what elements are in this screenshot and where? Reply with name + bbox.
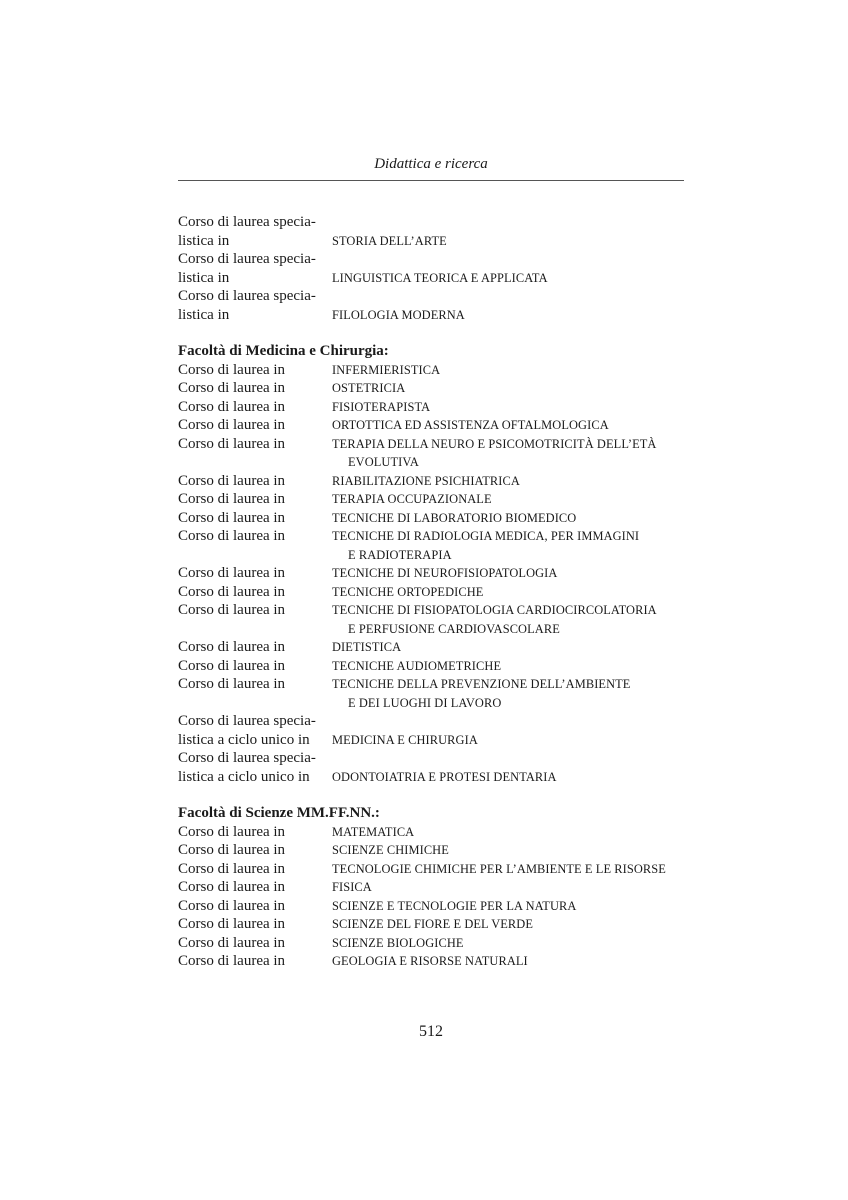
- course-name: ODONTOIATRIA E PROTESI DENTARIA: [332, 769, 557, 784]
- course-name-line: DIETISTICA: [332, 640, 402, 654]
- course-name: [332, 435, 688, 472]
- course-label: [178, 287, 332, 324]
- course-name: [332, 860, 688, 879]
- course-name-line: ORTOTTICA ED ASSISTENZA OFTALMOLOGICA: [332, 418, 609, 432]
- course-label-line: listica in: [178, 306, 230, 323]
- course-name-line: SCIENZE BIOLOGICHE: [332, 935, 464, 950]
- course-name: [332, 583, 688, 602]
- course-row: [178, 841, 688, 860]
- course-name: [332, 657, 688, 676]
- course-name-line: RIABILITAZIONE PSICHIATRICA: [332, 473, 520, 488]
- course-name: [332, 878, 688, 897]
- course-label: Corso di laurea in: [178, 380, 286, 396]
- course-name: [332, 472, 688, 491]
- course-name: [332, 398, 688, 417]
- course-label-line: Corso di laurea specia-: [178, 214, 316, 230]
- medicina-course-list: [178, 361, 688, 713]
- course-name: [332, 934, 688, 953]
- course-label: Corso di laurea in: [178, 897, 286, 914]
- course-listing: [178, 213, 688, 971]
- section-title-scienze: Facoltà di Scienze MM.FF.NN.:: [178, 805, 380, 821]
- course-row: [178, 712, 688, 749]
- course-name-line: TECNICHE DI NEUROFISIOPATOLOGIA: [332, 566, 558, 580]
- course-row: [178, 657, 688, 676]
- course-label: Corso di laurea in: [178, 472, 286, 489]
- course-label: Corso di laurea in: [178, 860, 286, 877]
- course-label: Corso di laurea in: [178, 398, 286, 415]
- course-label: Corso di laurea in: [178, 953, 286, 969]
- course-row: [178, 675, 688, 712]
- course-label: Corso di laurea in: [178, 435, 286, 452]
- course-label: Corso di laurea in: [178, 602, 286, 618]
- course-name: [332, 490, 688, 509]
- course-name: [332, 379, 688, 398]
- course-name: LINGUISTICA TEORICA E APPLICATA: [332, 270, 548, 285]
- course-row: [178, 952, 688, 971]
- course-row: [178, 934, 688, 953]
- course-row: [178, 527, 688, 564]
- course-name-line: MATEMATICA: [332, 824, 415, 839]
- course-label: Corso di laurea in: [178, 528, 286, 544]
- course-name: [332, 675, 688, 712]
- course-name-line: TECNOLOGIE CHIMICHE PER L’AMBIENTE E LE RISORSE: [332, 861, 666, 876]
- course-label: Corso di laurea in: [178, 916, 286, 932]
- course-name: [332, 823, 688, 842]
- course-name-line: FISICA: [332, 880, 372, 894]
- course-row: [178, 490, 688, 509]
- course-name-line: SCIENZE CHIMICHE: [332, 843, 449, 857]
- course-row: [178, 915, 688, 934]
- course-label: Corso di laurea in: [178, 417, 286, 433]
- page-number: 512: [419, 1023, 443, 1040]
- course-label: Corso di laurea in: [178, 823, 286, 840]
- course-name-line: TECNICHE DELLA PREVENZIONE DELL’AMBIENTE: [332, 677, 631, 691]
- course-name: [332, 897, 688, 916]
- course-name: STORIA DELL’ARTE: [332, 233, 447, 248]
- course-name: [332, 527, 688, 564]
- course-label: Corso di laurea in: [178, 657, 286, 674]
- section-title-medicina: Facoltà di Medicina e Chirurgia:: [178, 343, 389, 359]
- course-label-line: listica in: [178, 269, 230, 286]
- course-row: [178, 897, 688, 916]
- course-name-line: TERAPIA DELLA NEURO E PSICOMOTRICITÀ DELL’ETÀ: [332, 436, 657, 451]
- top-block: [178, 213, 688, 324]
- course-name-continuation: EVOLUTIVA: [348, 455, 419, 469]
- course-name-line: TECNICHE DI RADIOLOGIA MEDICA, PER IMMAGINI: [332, 529, 640, 543]
- course-row: [178, 398, 688, 417]
- course-name-line: FISIOTERAPISTA: [332, 399, 431, 414]
- course-name-line: TECNICHE AUDIOMETRICHE: [332, 658, 502, 673]
- course-label: Corso di laurea in: [178, 639, 286, 655]
- course-row: [178, 361, 688, 380]
- course-name: [332, 601, 688, 638]
- course-name-line: TECNICHE ORTOPEDICHE: [332, 584, 484, 599]
- header-rule: [178, 180, 684, 181]
- course-name-continuation: E DEI LUOGHI DI LAVORO: [348, 695, 502, 710]
- scienze-course-list: [178, 823, 688, 971]
- course-name: [332, 915, 688, 934]
- course-label-line: listica in: [178, 232, 230, 249]
- course-name: MEDICINA E CHIRURGIA: [332, 732, 478, 747]
- course-name-line: TERAPIA OCCUPAZIONALE: [332, 492, 492, 506]
- course-label: Corso di laurea in: [178, 879, 286, 895]
- course-label: Corso di laurea in: [178, 676, 286, 692]
- course-name: [332, 509, 688, 528]
- course-label: Corso di laurea in: [178, 934, 286, 951]
- course-row: [178, 583, 688, 602]
- course-row: [178, 638, 688, 657]
- course-name-line: TECNICHE DI FISIOPATOLOGIA CARDIOCIRCOLATORIA: [332, 603, 657, 617]
- course-row: [178, 878, 688, 897]
- course-row: [178, 250, 688, 287]
- course-label: Corso di laurea in: [178, 565, 286, 581]
- course-name-line: GEOLOGIA E RISORSE NATURALI: [332, 954, 528, 968]
- course-name-line: INFERMIERISTICA: [332, 362, 441, 377]
- running-head: Didattica e ricerca: [374, 156, 488, 172]
- course-label-line: Corso di laurea specia-: [178, 251, 316, 267]
- course-name-continuation: E PERFUSIONE CARDIOVASCOLARE: [348, 621, 560, 636]
- course-row: [178, 823, 688, 842]
- course-row: [178, 601, 688, 638]
- course-label-line: Corso di laurea specia-: [178, 713, 316, 729]
- course-label: [178, 749, 332, 786]
- course-label: Corso di laurea in: [178, 842, 286, 858]
- course-name-line: SCIENZE E TECNOLOGIE PER LA NATURA: [332, 898, 577, 913]
- course-label: Corso di laurea in: [178, 583, 286, 600]
- course-name: [332, 416, 688, 435]
- course-name: [332, 361, 688, 380]
- course-row: [178, 749, 688, 786]
- course-label: [178, 213, 332, 250]
- course-row: [178, 472, 688, 491]
- course-name-line: TECNICHE DI LABORATORIO BIOMEDICO: [332, 510, 577, 525]
- course-row: [178, 435, 688, 472]
- course-label-line: Corso di laurea specia-: [178, 750, 316, 766]
- course-name-continuation: E RADIOTERAPIA: [348, 547, 452, 562]
- course-label-line: Corso di laurea specia-: [178, 288, 316, 304]
- course-name: [332, 638, 688, 657]
- course-name-line: OSTETRICIA: [332, 381, 406, 395]
- course-label: [178, 250, 332, 287]
- course-name: [332, 952, 688, 971]
- course-row: [178, 509, 688, 528]
- course-row: [178, 213, 688, 250]
- course-label: Corso di laurea in: [178, 509, 286, 526]
- course-name-line: SCIENZE DEL FIORE E DEL VERDE: [332, 917, 534, 931]
- course-label: [178, 712, 332, 749]
- course-row: [178, 416, 688, 435]
- course-label: Corso di laurea in: [178, 491, 286, 507]
- course-name: [332, 841, 688, 860]
- course-label-line: listica a ciclo unico in: [178, 768, 310, 785]
- medicina-special-list: [178, 712, 688, 786]
- course-name: FILOLOGIA MODERNA: [332, 307, 465, 322]
- course-name: [332, 564, 688, 583]
- course-label-line: listica a ciclo unico in: [178, 731, 310, 748]
- course-row: [178, 860, 688, 879]
- course-row: [178, 379, 688, 398]
- course-row: [178, 564, 688, 583]
- course-row: [178, 287, 688, 324]
- course-label: Corso di laurea in: [178, 361, 286, 378]
